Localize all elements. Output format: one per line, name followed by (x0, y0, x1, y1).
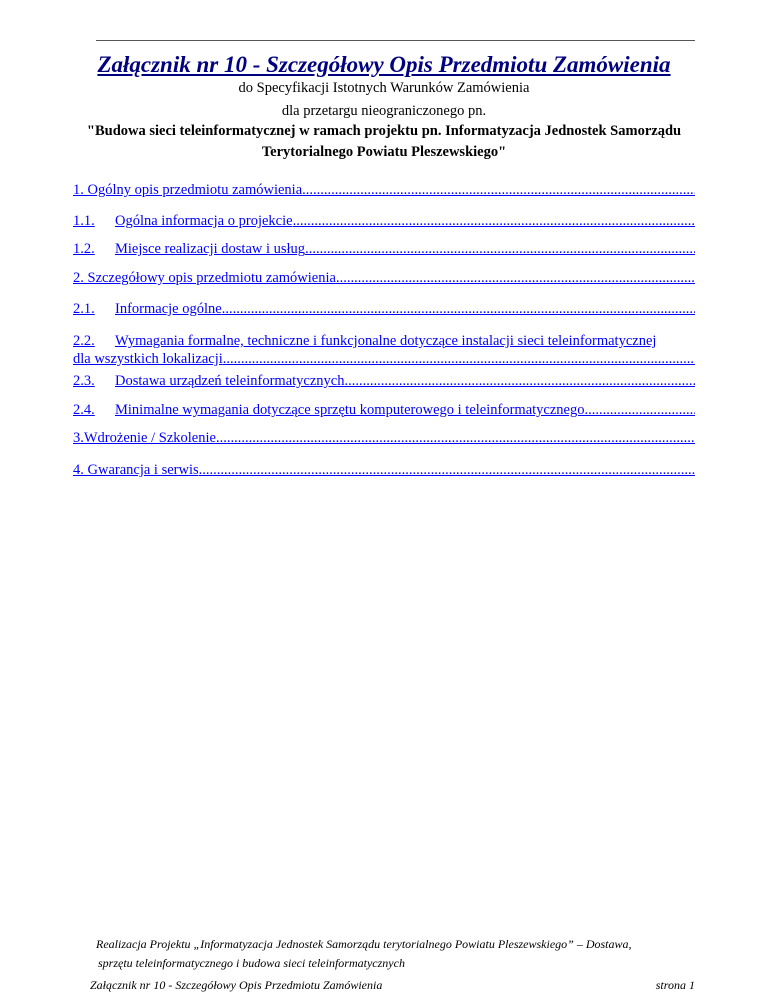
footer-project-note (96, 935, 695, 973)
footer-note-line-1: Realizacja Projektu „Informatyzacja Jednostek Samorządu terytorialnego Powiatu Pleszewskiego” – Dostawa, (96, 937, 632, 951)
document-subtitle-specification: do Specyfikacji Istotnych Warunków Zamówienia (238, 80, 530, 96)
project-name (50, 121, 718, 163)
toc-entry-text: Minimalne wymagania dotyczące sprzętu komputerowego i teleinformatycznego (115, 402, 585, 418)
toc-entry-number: 1.2. (73, 241, 95, 257)
toc-leader-dots (223, 350, 695, 368)
toc-leader-dots (216, 429, 695, 447)
toc-link-project-info[interactable] (73, 212, 695, 230)
footer-note-line-2: sprzętu teleinformatycznego i budowa sieci teleinformatycznych (98, 956, 405, 970)
toc-link-detailed-description[interactable] (73, 269, 695, 287)
toc-entry-number: 2.4. (73, 402, 95, 418)
toc-entry-text: Miejsce realizacji dostaw i usług (115, 241, 306, 257)
toc-link-delivery-location[interactable] (73, 240, 695, 258)
footer-page-number: strona 1 (655, 978, 695, 992)
toc-entry-number: 2.2. (73, 333, 95, 349)
toc-entry-text: dla wszystkich lokalizacji (73, 351, 223, 367)
toc-leader-dots (293, 212, 695, 230)
toc-leader-dots (222, 300, 695, 318)
toc-link-device-delivery[interactable] (73, 372, 695, 390)
toc-link-requirements[interactable] (73, 332, 695, 368)
toc-entry-text: 4. Gwarancja i serwis (73, 462, 199, 478)
toc-entry-text: 2. Szczegółowy opis przedmiotu zamówienia (73, 270, 336, 286)
toc-link-general-description[interactable] (73, 181, 695, 199)
toc-leader-dots (199, 461, 695, 479)
footer-document-name: Załącznik nr 10 - Szczegółowy Opis Przedmiotu Zamówienia (90, 978, 383, 992)
toc-link-general-info[interactable] (73, 300, 695, 318)
toc-link-deployment-training[interactable] (73, 429, 695, 447)
toc-entry-text: 1. Ogólny opis przedmiotu zamówienia (73, 182, 303, 198)
header-rule (96, 40, 695, 41)
toc-entry-text: Informacje ogólne (115, 301, 222, 317)
document-title: Załącznik nr 10 - Szczegółowy Opis Przedmiotu Zamówienia (97, 52, 671, 77)
toc-leader-dots (336, 269, 695, 287)
toc-entry-number: 1.1. (73, 213, 95, 229)
toc-entry-number: 2.3. (73, 373, 95, 389)
toc-link-minimum-requirements[interactable] (73, 401, 695, 419)
toc-entry-text: Wymagania formalne, techniczne i funkcjonalne dotyczące instalacji sieci teleinformatycznej (115, 333, 657, 349)
toc-entry-number: 2.1. (73, 301, 95, 317)
toc-entry-text: 3.Wdrożenie / Szkolenie (73, 430, 216, 446)
project-name-line-2: Terytorialnego Powiatu Pleszewskiego" (261, 144, 507, 160)
toc-leader-dots (305, 240, 695, 258)
toc-link-warranty-service[interactable] (73, 461, 695, 479)
toc-entry-text: Dostawa urządzeń teleinformatycznych (115, 373, 345, 389)
toc-leader-dots (584, 401, 695, 419)
project-name-line-1: "Budowa sieci teleinformatycznej w ramach projektu pn. Informatyzacja Jednostek Samorządu (86, 123, 682, 139)
toc-leader-dots (344, 372, 695, 390)
toc-entry-text: Ogólna informacja o projekcie (115, 213, 293, 229)
document-subtitle-tender: dla przetargu nieograniczonego pn. (281, 103, 487, 119)
toc-leader-dots (302, 181, 695, 199)
